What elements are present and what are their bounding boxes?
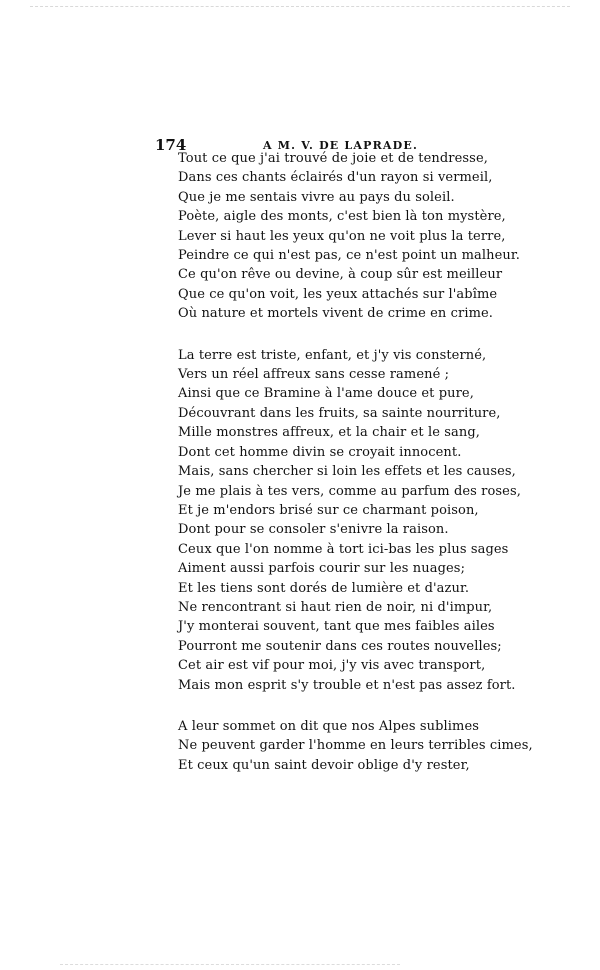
verse-line: Cet air est vif pour moi, j'y vis avec transport,: [178, 658, 486, 674]
stanza-3: [178, 717, 533, 775]
verse-line: Où nature et mortels vivent de crime en crime.: [178, 306, 494, 322]
verse-line: Dont pour se consoler s'enivre la raison.: [178, 522, 449, 538]
verse-line: Lever si haut les yeux qu'on ne voit plus la terre,: [178, 228, 506, 244]
verse-line: Et les tiens sont dorés de lumière et d'azur.: [178, 580, 470, 596]
verse-line: Ce qu'on rêve ou devine, à coup sûr est meilleur: [178, 267, 503, 283]
verse-line: Tout ce que j'ai trouvé de joie et de tendresse,: [178, 151, 488, 166]
verse-line: Découvrant dans les fruits, sa sainte nourriture,: [178, 405, 501, 421]
verse-line: Dont cet homme divin se croyait innocent.: [178, 444, 462, 460]
verse-line: Que je me sentais vivre au pays du soleil.: [178, 189, 455, 205]
verse-line: Ceux que l'on nomme à tort ici-bas les plus sages: [178, 541, 509, 557]
verse-line: Aiment aussi parfois courir sur les nuages;: [178, 561, 466, 577]
verse-line: A leur sommet on dit que nos Alpes sublimes: [178, 718, 480, 734]
verse-line: Vers un réel affreux sans cesse ramené ;: [178, 367, 450, 383]
verse-line: Et ceux qu'un saint devoir oblige d'y rester,: [178, 757, 470, 773]
verse-line: Ne rencontrant si haut rien de noir, ni d'impur,: [178, 599, 493, 615]
verse-line: Mais mon esprit s'y trouble et n'est pas assez fort.: [178, 677, 516, 693]
verse-line: Mais, sans chercher si loin les effets et les causes,: [178, 464, 516, 480]
page-bottom-edge: [60, 964, 400, 965]
verse-line: Pourront me soutenir dans ces routes nouvelles;: [178, 638, 502, 654]
verse-line: Ne peuvent garder l'homme en leurs terribles cimes,: [178, 738, 533, 754]
stanza-1: [178, 149, 520, 324]
verse-line: Que ce qu'on voit, les yeux attachés sur l'abîme: [178, 286, 498, 302]
verse-line: Peindre ce qui n'est pas, ce n'est point un malheur.: [178, 248, 520, 264]
verse-line: Je me plais à tes vers, comme au parfum des roses,: [178, 483, 521, 499]
verse-line: Poète, aigle des monts, c'est bien là ton mystère,: [178, 209, 506, 225]
poem-body: [178, 149, 533, 775]
page-number: 174: [155, 136, 187, 154]
page-top-edge: [30, 6, 570, 7]
verse-line: Mille monstres affreux, et la chair et le sang,: [178, 425, 480, 441]
verse-line: Dans ces chants éclairés d'un rayon si vermeil,: [178, 170, 493, 186]
verse-line: Et je m'endors brisé sur ce charmant poison,: [178, 502, 479, 518]
stanza-2: [178, 346, 521, 695]
verse-line: Ainsi que ce Bramine à l'ame douce et pure,: [178, 386, 474, 402]
running-head: A M. V. DE LAPRADE.: [263, 139, 418, 152]
verse-line: J'y monterai souvent, tant que mes faibles ailes: [178, 619, 495, 635]
verse-line: La terre est triste, enfant, et j'y vis consterné,: [178, 347, 487, 363]
